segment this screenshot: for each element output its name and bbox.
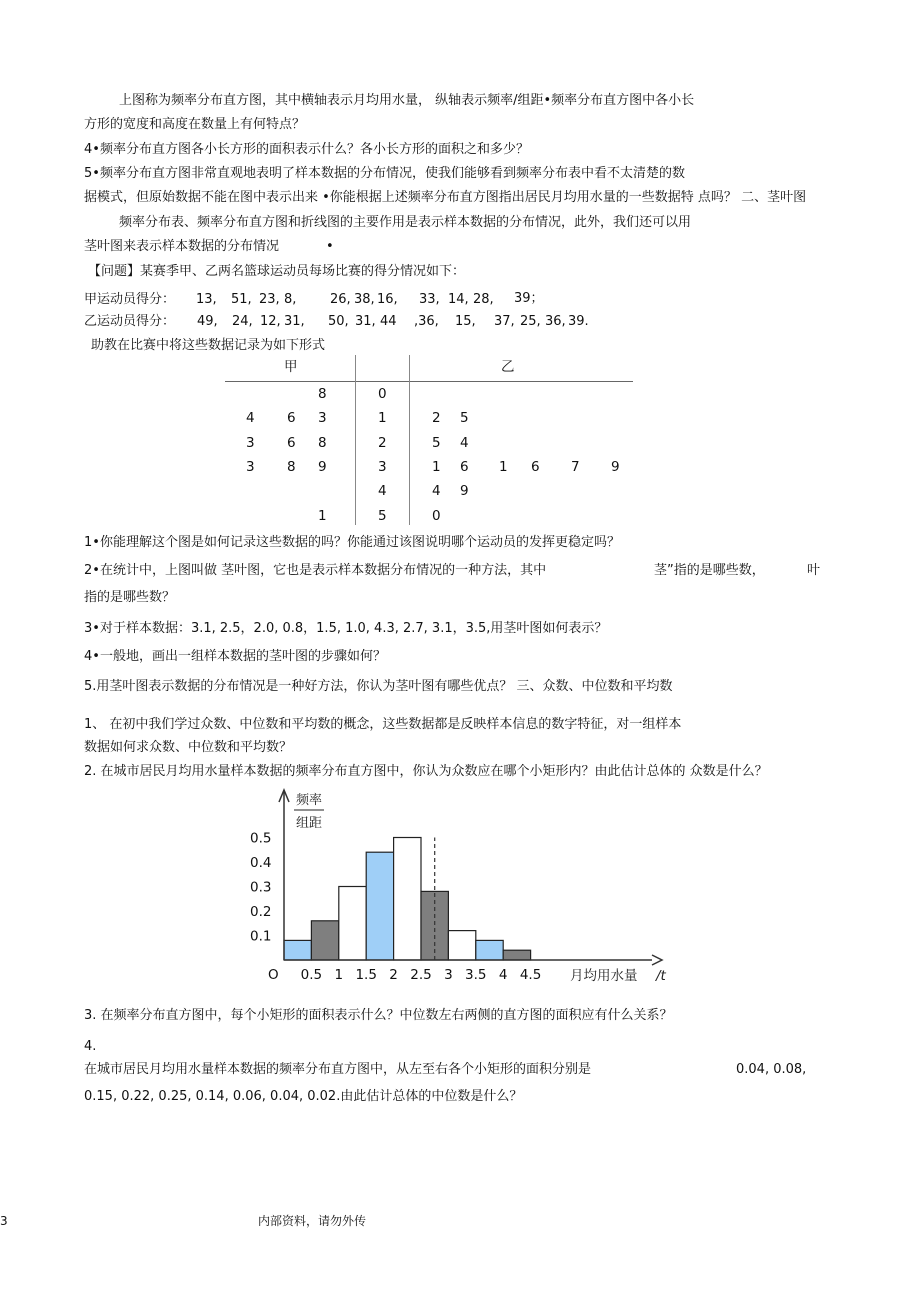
yi-score: 37, <box>494 314 515 329</box>
yi-leaf: 6 <box>460 458 469 475</box>
y-axis-label-denominator: 组距 <box>296 816 323 831</box>
y-tick-label: 0.5 <box>250 830 272 847</box>
yi-leaf: 4 <box>432 483 441 500</box>
jia-score: 51, <box>231 292 252 307</box>
page-number: 3 <box>0 1214 8 1228</box>
stemleaf-divider-right <box>409 355 410 525</box>
jia-leaf: 6 <box>287 434 296 451</box>
yi-leaf: 2 <box>432 410 441 427</box>
jia-score: 26, <box>330 292 351 307</box>
x-tick-label: 2.5 <box>410 967 432 983</box>
question-5-line-2: 据模式，但原始数据不能在图中表示出来 •你能根据上述频率分布直方图指出居民月均用水量的一些数据特 点吗？ 二、茎叶图 <box>84 190 807 205</box>
histogram-bar <box>476 940 503 960</box>
jia-leaf: 1 <box>318 507 327 524</box>
yi-leaf: 5 <box>432 434 441 451</box>
yi-score: ,36, <box>414 314 439 329</box>
measures-question-4c: 0.15, 0.22, 0.25, 0.14, 0.06, 0.04, 0.02.由此估计总体的中位数是什么？ <box>84 1089 523 1104</box>
jia-leaf: 6 <box>287 410 296 427</box>
question-4-area: 4•频率分布直方图各小长方形的面积表示什么？各小长方形的面积之和多少？ <box>84 142 529 157</box>
jia-leaf: 8 <box>318 386 327 402</box>
y-tick-label: 0.1 <box>250 928 272 945</box>
stem-value: 2 <box>378 434 387 451</box>
jia-leaf: 3 <box>246 434 255 451</box>
yi-score: 44 <box>380 314 397 329</box>
question-5-line-1: 5•频率分布直方图非常直观地表明了样本数据的分布情况，使我们能够看到频率分布表中看不太清楚的数 <box>84 166 685 181</box>
stemleaf-header-rule <box>225 381 633 382</box>
stem-value: 3 <box>378 458 387 475</box>
stemleaf-question-3: 3•对于样本数据：3.1, 2.5，2.0, 0.8，1.5, 1.0, 4.3, 2.7, 3.1，3.5,用茎叶图如何表示？ <box>84 621 608 636</box>
yi-leaf: 1 <box>432 458 441 475</box>
histogram-bar <box>311 921 338 960</box>
stemleaf-question-2b: 茎”指的是哪些数， <box>654 563 765 578</box>
jia-score: 8, <box>284 292 297 307</box>
stemleaf-question-5: 5.用茎叶图表示数据的分布情况是一种好方法，你认为茎叶图有哪些优点？ 三、众数、中位数和平均数 <box>84 679 673 694</box>
x-tick-label: 1.5 <box>355 967 377 983</box>
yi-leaf: 4 <box>460 434 469 451</box>
jia-leaf: 4 <box>246 410 255 427</box>
jia-score: 33, <box>419 292 440 307</box>
jia-score: 23, <box>259 292 280 307</box>
stemleaf-header-jia: 甲 <box>284 359 298 375</box>
histogram-bar <box>394 838 421 961</box>
frequency-histogram <box>240 780 680 990</box>
x-tick-label: 3 <box>444 967 453 983</box>
yi-score: 31, <box>355 314 376 329</box>
yi-score: 36, <box>545 314 566 329</box>
measures-question-4-number: 4. <box>84 1039 97 1054</box>
stem-value: 1 <box>378 410 387 427</box>
measures-question-4a: 在城市居民月均用水量样本数据的频率分布直方图中，从左至右各个小矩形的面积分别是 <box>84 1062 592 1077</box>
jia-score: 39； <box>514 291 544 306</box>
stemleaf-question-2c: 叶 <box>807 563 821 578</box>
stemleaf-question-2d: 指的是哪些数？ <box>84 590 176 605</box>
measures-question-1b: 数据如何求众数、中位数和平均数？ <box>84 740 293 755</box>
x-axis-unit: /t <box>656 968 666 984</box>
y-tick-label: 0.3 <box>250 879 272 896</box>
x-tick-label: 3.5 <box>465 967 487 983</box>
stemleaf-question-2a: 2•在统计中，上图叫做 茎叶图，它也是表示样本数据分布情况的一种方法，其中 <box>84 563 547 578</box>
stem-value: 4 <box>378 483 387 500</box>
stemleaf-question-1: 1•你能理解这个图是如何记录这些数据的吗？你能通过该图说明哪个运动员的发挥更稳定吗？ <box>84 535 620 550</box>
histogram-bar <box>448 931 475 960</box>
stem-value: 5 <box>378 507 387 524</box>
x-axis-arrow <box>652 955 662 965</box>
yi-leaf: 1 <box>499 458 508 475</box>
histogram-bar <box>503 950 530 960</box>
yi-leaf: 7 <box>571 458 580 475</box>
jia-leaf: 9 <box>318 458 327 475</box>
stemleaf-header-yi: 乙 <box>501 359 515 375</box>
jia-score: 16, <box>377 292 398 307</box>
yi-score: 49, <box>197 314 218 329</box>
x-tick-label: 4 <box>498 967 508 983</box>
x-tick-label: 2 <box>389 967 398 983</box>
yi-score: 15, <box>455 314 476 329</box>
stem-value: 0 <box>378 386 387 402</box>
stemleaf-intro: 助教在比赛中将这些数据记录为如下形式 <box>91 338 326 353</box>
x-tick-label: 1 <box>334 967 344 983</box>
measures-question-4b: 0.04, 0.08, <box>736 1062 807 1077</box>
yi-leaf: 9 <box>611 458 620 475</box>
measures-question-1a: 1、 在初中我们学过众数、中位数和平均数的概念，这些数据都是反映样本信息的数字特征，对一组样本 <box>84 717 682 732</box>
jia-leaf: 8 <box>287 458 296 475</box>
x-tick-label: 4.5 <box>519 967 542 983</box>
y-tick-label: 0.4 <box>250 855 272 871</box>
jia-score: 38, <box>354 292 375 307</box>
jia-label: 甲运动员得分： <box>84 292 176 307</box>
yi-score: 31, <box>284 314 305 329</box>
paragraph-histogram-desc-1: 上图称为频率分布直方图，其中横轴表示月均用水量， 纵轴表示频率/组距•频率分布直方图中各小长 <box>119 93 695 108</box>
y-tick-label: 0.2 <box>250 904 272 920</box>
x-axis-label: 月均用水量 <box>570 968 638 984</box>
yi-score: 24, <box>232 314 253 329</box>
yi-score: 25, <box>520 314 541 329</box>
stemleaf-divider-left <box>355 355 356 525</box>
jia-score: 14, <box>448 292 469 307</box>
yi-score: 12, <box>260 314 281 329</box>
paragraph-histogram-desc-2: 方形的宽度和高度在数量上有何特点？ <box>84 117 306 132</box>
jia-score: 13, <box>196 292 217 307</box>
yi-leaf: 9 <box>460 483 469 500</box>
x-tick-label: 0.5 <box>300 967 323 983</box>
paragraph-stemleaf-intro-1: 频率分布表、频率分布直方图和折线图的主要作用是表示样本数据的分布情况，此外，我们还可以用 <box>119 215 692 230</box>
yi-leaf: 6 <box>531 458 540 475</box>
paragraph-stemleaf-intro-2: 茎叶图来表示样本数据的分布情况 <box>84 239 280 254</box>
histogram-bar <box>284 940 311 960</box>
bullet-mark: • <box>326 239 334 254</box>
origin-label: O <box>268 967 279 983</box>
stemleaf-question-4: 4•一般地，画出一组样本数据的茎叶图的步骤如何？ <box>84 649 386 664</box>
jia-leaf: 3 <box>318 410 327 427</box>
yi-score: 39. <box>568 314 589 329</box>
yi-leaf: 0 <box>432 507 441 524</box>
yi-leaf: 5 <box>460 410 469 427</box>
jia-score: 28, <box>473 292 494 307</box>
footer-note: 内部资料，请勿外传 <box>258 1214 367 1228</box>
yi-label: 乙运动员得分： <box>84 314 176 329</box>
measures-question-3: 3. 在频率分布直方图中，每个小矩形的面积表示什么？中位数左右两侧的直方图的面积应有什么关系？ <box>84 1008 673 1023</box>
histogram-bar <box>366 852 393 960</box>
histogram-bar <box>339 887 366 961</box>
jia-leaf: 3 <box>246 458 255 475</box>
jia-leaf: 8 <box>318 434 327 451</box>
y-axis-label-numerator: 频率 <box>296 793 323 808</box>
problem-statement: 【问题】某赛季甲、乙两名篮球运动员每场比赛的得分情况如下： <box>88 264 466 279</box>
yi-score: 50, <box>328 314 349 329</box>
measures-question-2: 2. 在城市居民月均用水量样本数据的频率分布直方图中，你认为众数应在哪个小矩形内？由此估计总体的 众数是什么？ <box>84 764 768 779</box>
